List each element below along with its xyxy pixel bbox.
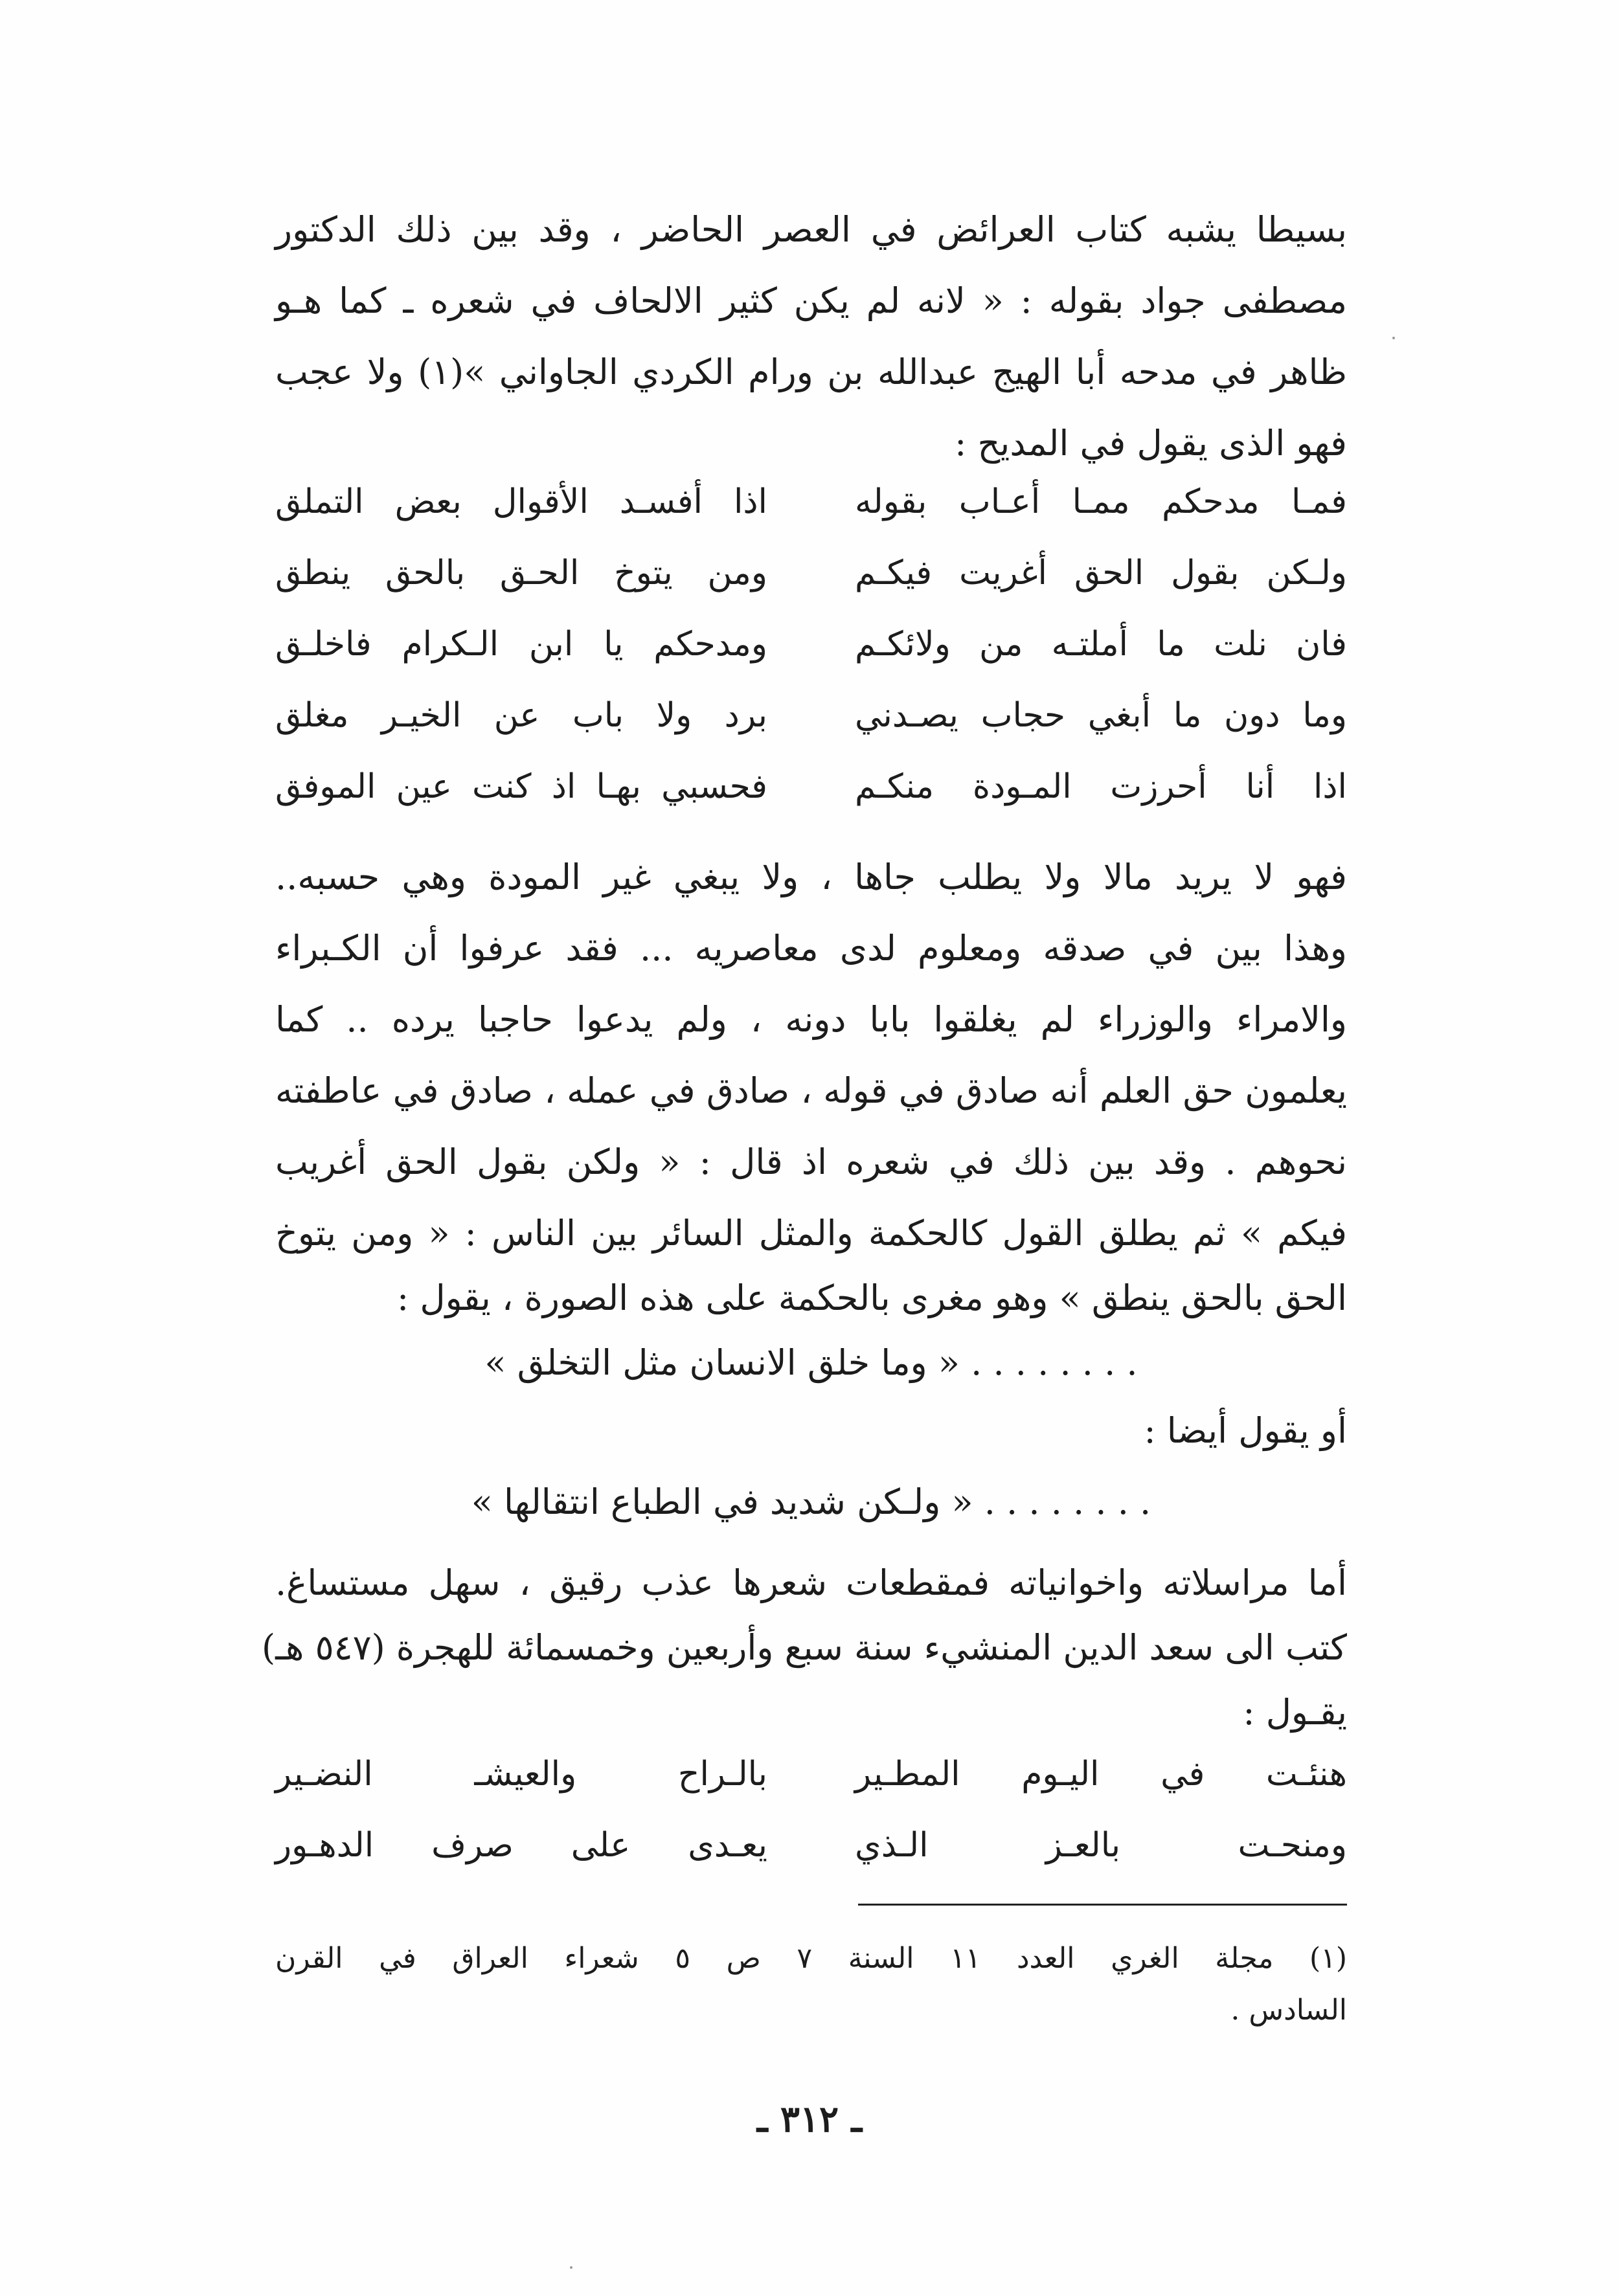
paragraph-line: أو يقول أيضا : bbox=[1144, 1410, 1347, 1451]
poem-verse bbox=[275, 466, 1347, 537]
paragraph-line: كتب الى سعد الدين المنشيء سنة سبع وأربعين وخمسمائة للهجرة (٥٤٧ هـ) bbox=[262, 1627, 1347, 1668]
paragraph-line: ظاهر في مدحه أبا الهيج عبدالله بن ورام الكردي الجاواني »(١) ولا عجب bbox=[275, 352, 1347, 392]
verse-first-hemistich: فمـا مدحكم ممـا أعـاب بقوله bbox=[855, 482, 1347, 521]
footnote-separator bbox=[858, 1904, 1347, 1906]
paragraph-line: فهو لا يريد مالا ولا يطلب جاها ، ولا يبغي غير المودة وهي حسبه.. bbox=[275, 857, 1347, 897]
scan-speck bbox=[570, 2266, 572, 2269]
paragraph-line: والامراء والوزراء لم يغلقوا بابا دونه ، ولم يدعوا حاجبا يرده .. كما bbox=[275, 999, 1347, 1040]
verse-first-hemistich: اذا أنا أحرزت المـودة منكـم bbox=[855, 767, 1347, 806]
poem-verse bbox=[275, 1810, 1347, 1881]
verse-second-hemistich: فحسبي بهـا اذ كنت عين الموفق bbox=[275, 767, 767, 806]
paragraph-line: فيكم » ثم يطلق القول كالحكمة والمثل السائر بين الناس : « ومن يتوخ bbox=[275, 1213, 1347, 1254]
paragraph-line: أما مراسلاته واخوانياته فمقطعات شعرها عذب رقيق ، سهل مستساغ. bbox=[275, 1562, 1347, 1603]
poem-verse bbox=[275, 609, 1347, 680]
verse-first-hemistich: فان نلت ما أملتـه من ولائكـم bbox=[855, 625, 1347, 664]
paragraph-line: مصطفى جواد بقوله : « لانه لم يكن كثير الالحاف في شعره ـ كما هـو bbox=[275, 280, 1347, 321]
verse-quote: . . . . . . . . « ولـكن شديد في الطباع انتقالها » bbox=[471, 1481, 1151, 1522]
poem-verse bbox=[275, 537, 1347, 609]
paragraph-line: وهذا بين في صدقه ومعلوم لدى معاصريه ... فقد عرفوا أن الكـبراء bbox=[275, 928, 1347, 969]
page-number: ـ ٣١٢ ـ bbox=[756, 2098, 863, 2141]
verse-second-hemistich: ومن يتوخ الحـق بالحق ينطق bbox=[275, 554, 767, 592]
paragraph-line: بسيطا يشبه كتاب العرائض في العصر الحاضر ، وقد بين ذلك الدكتور bbox=[275, 209, 1347, 250]
main-text bbox=[262, 0, 1347, 2296]
verse-second-hemistich: برد ولا باب عن الخيـر مغلق bbox=[275, 696, 767, 735]
verse-first-hemistich: ولـكن بقول الحق أغريت فيكـم bbox=[855, 554, 1347, 592]
verse-quote: . . . . . . . . « وما خلق الانسان مثل التخلق » bbox=[484, 1342, 1138, 1383]
paragraph-line: الحق بالحق ينطق » وهو مغرى بالحكمة على هذه الصورة ، يقول : bbox=[397, 1277, 1347, 1318]
poem-verse bbox=[275, 751, 1347, 822]
verse-first-hemistich: ومنحـت بالعـز الـذي bbox=[855, 1826, 1347, 1865]
footnote-line: السادس . bbox=[1230, 1994, 1347, 2027]
paragraph-line: فهو الذى يقول في المديح : bbox=[955, 423, 1347, 464]
verse-second-hemistich: اذا أفسـد الأقوال بعض التملق bbox=[275, 482, 767, 521]
paragraph-line: يعلمون حق العلم أنه صادق في قوله ، صادق في عمله ، صادق في عاطفته bbox=[275, 1070, 1347, 1111]
paragraph-line: نحوهم . وقد بين ذلك في شعره اذ قال : « ولكن بقول الحق أغريب bbox=[275, 1142, 1347, 1182]
paragraph-line: يقـول : bbox=[1243, 1692, 1347, 1733]
poem-verse bbox=[275, 1739, 1347, 1810]
verse-second-hemistich: يعـدى على صرف الدهـور bbox=[275, 1826, 767, 1865]
verse-second-hemistich: ومدحكم يا ابن الـكرام فاخلـق bbox=[275, 625, 767, 664]
scan-speck bbox=[1392, 337, 1395, 339]
verse-second-hemistich: بالـراح والعيشـ النضـير bbox=[275, 1755, 767, 1794]
verse-first-hemistich: هنئـت في اليـوم المطـير bbox=[855, 1755, 1347, 1794]
poem-verse bbox=[275, 680, 1347, 751]
footnote-line: (١) مجلة الغري العدد ١١ السنة ٧ ص ٥ شعراء العراق في القرن bbox=[275, 1942, 1347, 1975]
verse-first-hemistich: وما دون ما أبغي حجاب يصـدني bbox=[855, 696, 1347, 735]
